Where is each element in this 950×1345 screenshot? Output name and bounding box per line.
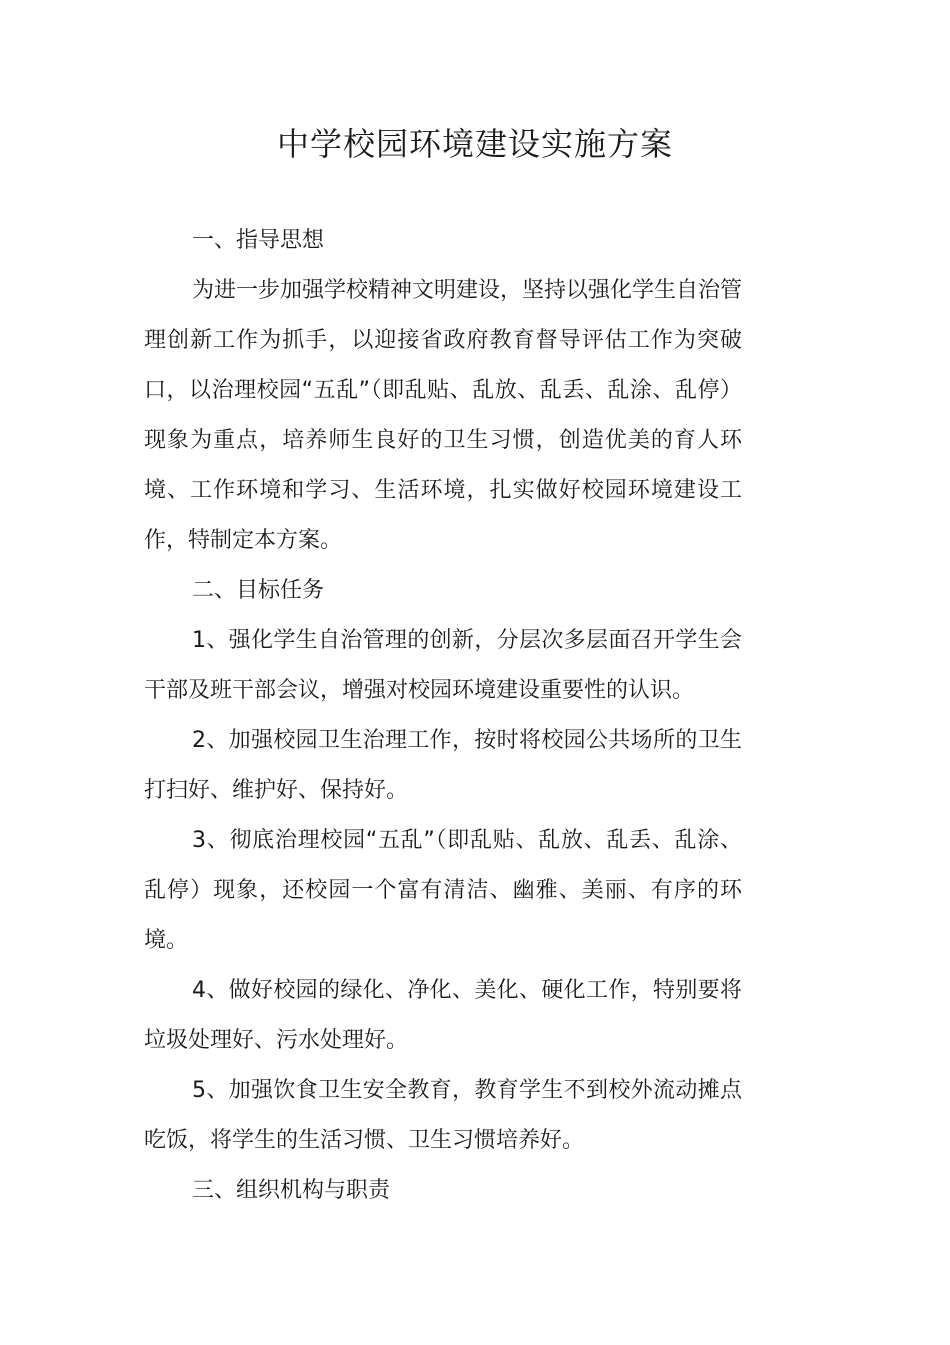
task-item-5: 5、加强饮食卫生安全教育，教育学生不到校外流动摊点吃饭，将学生的生活习惯、卫生习惯培养好。 [144,1078,742,1153]
task-item-4: 4、做好校园的绿化、净化、美化、硬化工作，特别要将垃圾处理好、污水处理好。 [144,978,742,1053]
document-body [144,216,742,1216]
section-heading-goals-tasks: 二、目标任务 [192,578,325,603]
document-title: 中学校园环境建设实施方案 [276,125,673,163]
task-item-3: 3、彻底治理校园“五乱”（即乱贴、乱放、乱丢、乱涂、乱停）现象，还校园一个富有清洁、幽雅、美丽、有序的环境。 [144,828,742,953]
task-item-2: 2、加强校园卫生治理工作，按时将校园公共场所的卫生打扫好、维护好、保持好。 [144,728,742,803]
paragraph-guiding-ideology: 为进一步加强学校精神文明建设，坚持以强化学生自治管理创新工作为抓手，以迎接省政府教育督导评估工作为突破口，以治理校园“五乱”（即乱贴、乱放、乱丢、乱涂、乱停）现象为重点，培养师生良好的卫生习惯，创造优美的育人环境、工作环境和学习、生活环境，扎实做好校园环境建设工作，特制定本方案。 [144,278,743,553]
task-item-1: 1、强化学生自治管理的创新，分层次多层面召开学生会干部及班干部会议，增强对校园环境建设重要性的认识。 [144,628,742,703]
section-heading-guiding-ideology: 一、指导思想 [192,228,325,253]
section-heading-organization: 三、组织机构与职责 [192,1178,391,1203]
